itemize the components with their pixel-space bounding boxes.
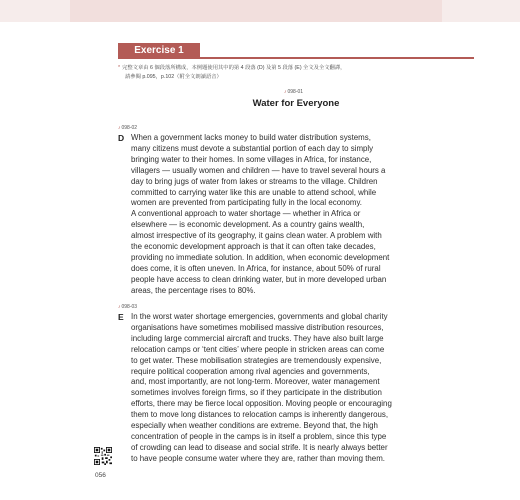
page-number: 056 (95, 472, 106, 479)
page-title: Water for Everyone (252, 98, 340, 109)
audio-track-para-d[interactable] (118, 125, 137, 131)
paragraph-e (131, 312, 477, 465)
paragraph-line: elsewhere — is economic development. As a country gains wealth, (131, 220, 365, 230)
paragraph-line: does come, it is often uneven. In Africa, for instance, about 50% of rural (131, 263, 381, 273)
paragraph-line: organisations have sometimes mobilised massive distribution resources, (131, 322, 384, 332)
paragraph-line: relocation camps or ‘tent cities’ where people in stricken areas can come (131, 344, 385, 354)
paragraph-letter-d: D (118, 133, 125, 143)
paragraph-line: providing no immediate solution. In addition, when economic development (131, 252, 390, 262)
audio-track-title[interactable] (284, 89, 303, 95)
music-note-icon: ♪ (284, 89, 287, 95)
paragraph-line: sometimes involves foreign firms, so if they participate in the distribution (131, 388, 382, 398)
paragraph-line: including large commercial aircraft and trucks. They have also built large (131, 333, 384, 343)
paragraph-line: of crowding can lead to disease and social strife. It is nearly always better (131, 442, 388, 452)
paragraph-line: require political cooperation among rival agencies and governments, (131, 366, 370, 376)
paragraph-line: A conventional approach to water shortage — whether in Africa or (131, 209, 361, 219)
paragraph-line: In the worst water shortage emergencies, governments and global charity (131, 312, 388, 321)
paragraph-line: day to bring jugs of water from lakes or streams to the village. Children (131, 176, 378, 186)
exercise-rule (200, 57, 474, 59)
paragraph-line: people have access to clean drinking water, but in more developed urban (131, 274, 387, 284)
instructions-line-1 (118, 64, 478, 73)
paragraph-line: concentration of people in the camps is in itself a problem, since this type (131, 431, 387, 441)
audio-track-label: 098-02 (121, 125, 138, 131)
paragraph-line: When a government lacks money to build water distribution systems, (131, 133, 371, 142)
paragraph-line: efforts, there may be fierce local opposition. Moving people or encouraging (131, 399, 392, 409)
paragraph-d (131, 133, 477, 297)
paragraph-line: the economic development approach is that it can often take decades, (131, 242, 376, 252)
paragraph-line: bringing water to their homes. In some villages in Africa, for instance, (131, 154, 372, 164)
audio-track-label: 098-01 (287, 89, 304, 95)
instructions-text-1: 完整文章由 6 個段落所構成，本例題使用其中的第 4 段落 (D) 及第 5 段落 (E) 全文及全文翻譯， (122, 65, 346, 71)
audio-track-para-e[interactable] (118, 304, 137, 310)
exercise-label: Exercise 1 (118, 43, 200, 59)
instructions-line-2: 請參閱 p.095，p.102（附全文朗讀語音） (125, 74, 222, 80)
paragraph-line: and, most importantly, are not long-term. Moreover, water management (131, 377, 380, 387)
paragraph-line: villagers — usually women and children — have to travel several hours a (131, 165, 386, 175)
paragraph-line: to get water. These mobilisation strategies are tremendously expensive, (131, 355, 382, 365)
top-band (0, 0, 520, 22)
paragraph-line: them to move long distances to relocation camps is inherently dangerous, (131, 410, 389, 420)
paragraph-line: women are prevented from participating fully in the local economy. (131, 198, 362, 208)
paragraph-line: especially when weather conditions are extreme. Beyond that, the high (131, 421, 378, 431)
audio-track-label: 098-03 (121, 304, 138, 310)
music-note-icon: ♪ (118, 304, 121, 310)
paragraph-line: many citizens must devote a substantial portion of each day to simply (131, 143, 374, 153)
music-note-icon: ♪ (118, 125, 121, 131)
paragraph-line: almost irrespective of its geography, it gains clean water. A problem with (131, 231, 382, 241)
instructions (118, 64, 478, 82)
star-icon: * (118, 65, 121, 71)
exercise-header (118, 43, 474, 59)
paragraph-line: committed to carrying water like this are unable to attend school, while (131, 187, 377, 197)
top-band-inner (70, 0, 442, 22)
qr-code-icon[interactable] (94, 447, 112, 465)
paragraph-line: to have people consume water where they are, rather than moving them. (131, 453, 385, 463)
paragraph-letter-e: E (118, 312, 124, 322)
paragraph-line: areas, the percentage rises to 80%. (131, 285, 256, 295)
